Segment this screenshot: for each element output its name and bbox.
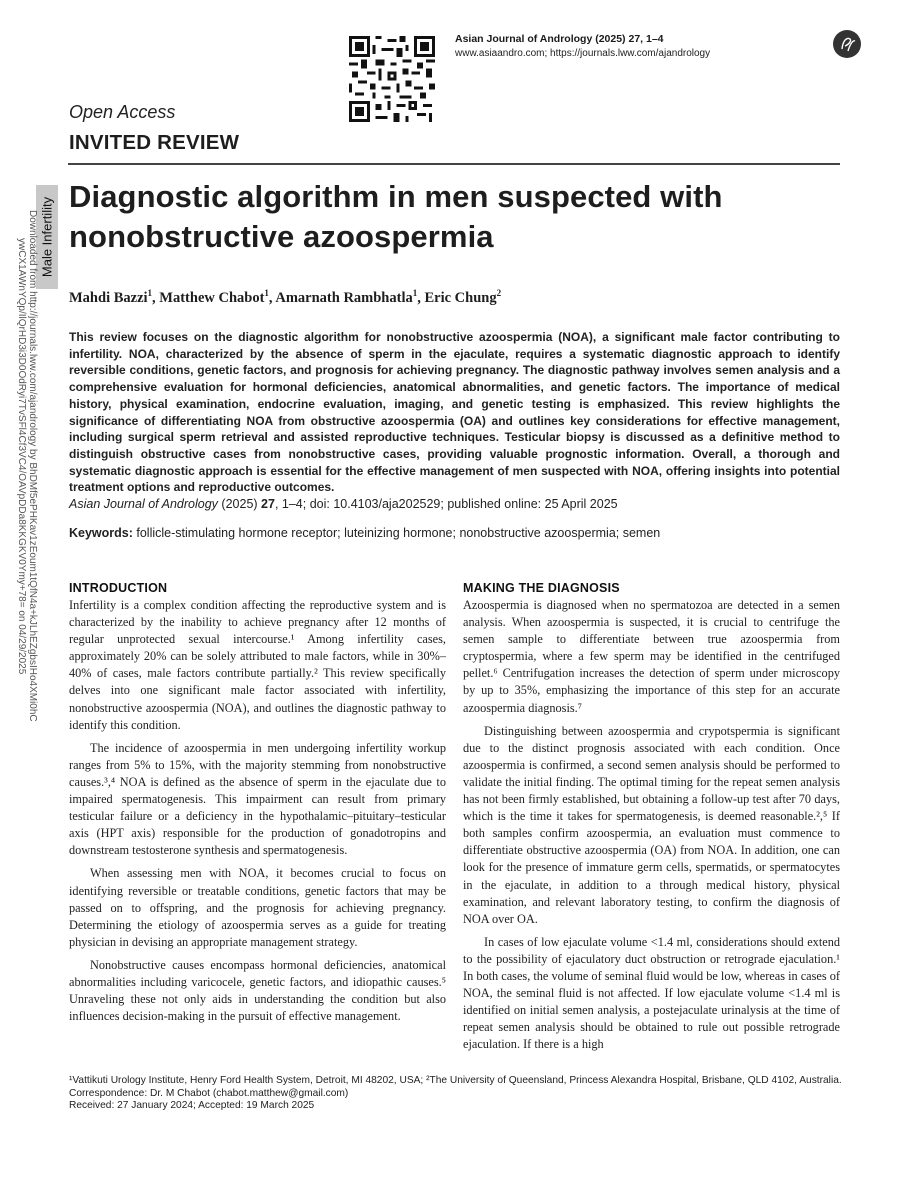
qr-code (349, 36, 435, 122)
author-affiliation: 1 (147, 288, 153, 298)
left-column (69, 580, 446, 1025)
article-type: INVITED REVIEW (69, 131, 240, 154)
paragraph: Nonobstructive causes encompass hormonal deficiencies, anatomical abnormalities including varicocele, genetic factors, and idiopathic causes.⁵ Unraveling these not only aids in understanding the condition but also influences decision-making in the pursuit of effective management. (69, 957, 446, 1024)
paragraph: Infertility is a complex condition affecting the reproductive system and is characterized by the inability to achieve pregnancy after 12 months of regular unprotected sexual intercourse.¹ Among infertility cases, approximately 20% can be solely attributed to male factors, while in 30%–40% of cases, male factors contribute partially.² This review specifically delves into one significant male factor associated with infertility, nonobstructive azoospermia (NOA), and outlines the diagnostic pathway to identify this condition. (69, 598, 446, 732)
keywords (69, 526, 660, 540)
keywords-label: Keywords: (69, 526, 133, 540)
author-affiliation: 2 (496, 288, 502, 298)
affiliations: ¹Vattikuti Urology Institute, Henry Ford Health System, Detroit, MI 48202, USA; ²The University of Queensland, Princess Alexandra Hospital, Brisbane, QLD 4102, Australia. (69, 1075, 842, 1086)
section-tab (36, 185, 58, 289)
paragraph: Azoospermia is diagnosed when no spermatozoa are detected in a semen analysis. When azoospermia is suspected, it is crucial to centrifuge the semen sample to differentiate between true azoospermia from cryptospermia, where a few sperm may be identified in the centrifuged pellet.⁶ Centrifugation increases the detection of sperm under microscopy by up to 35%, emphasizing the importance of this step for an accurate azoospermia diagnosis.⁷ (463, 598, 840, 715)
author-name: Eric Chung (424, 289, 497, 306)
journal-logo-icon (833, 30, 861, 58)
right-column (463, 580, 840, 1053)
article-citation (69, 497, 618, 511)
author-affiliation: 1 (264, 288, 269, 298)
keywords-text: follicle-stimulating hormone receptor; luteinizing hormone; nonobstructive azoospermia; semen (132, 526, 661, 540)
journal-volume: 27, 1–4 (628, 33, 664, 45)
download-note-line-1: Downloaded from http://journals.lww.com/ajandrology by BhDMf5ePHKav1zEoum1tQfN4a+kJLhEZgbsIHo4XMi0hC (27, 210, 38, 722)
article-title: Diagnostic algorithm in men suspected with nonobstructive azoospermia (69, 179, 723, 254)
citation-year: (2025) (221, 497, 258, 511)
correspondence: Correspondence: Dr. M Chabot (chabot.matthew@gmail.com) (69, 1087, 349, 1099)
journal-urls: www.asiaandro.com; https://journals.lww.com/ajandrology (455, 48, 711, 59)
journal-name: Asian Journal of Andrology (2025) (455, 33, 626, 45)
author-name: Matthew Chabot (159, 289, 265, 306)
footnotes (69, 1075, 859, 1113)
download-note-line-2: ywCX1AWnYQp/IlQrHD3i3D0OdRyi7TvSFl4Cf3VC4/OAVpDDa8KKGKV0Ymy+78= on 04/29/2025 (16, 238, 27, 675)
author-affiliation: 1 (412, 288, 418, 298)
paragraph: When assessing men with NOA, it becomes crucial to focus on identifying reversible or treatable conditions, genetic factors that may be passed on to offspring, and the prognosis for achieving pregnancy. Determining the etiology of azoospermia serves as a guide for treating physician in devising an appropriate management strategy. (69, 866, 446, 949)
journal-citation-header (455, 33, 664, 45)
paragraph: Distinguishing between azoospermia and crypotspermia is significant due to the distinct prognosis associated with each condition. Once azoospermia is confirmed, a second semen analysis should be performed to validate the initial finding. The optimal timing for the repeat semen analysis has not been firmly established, but obtaining a follow-up test after 70 days, which is the time it takes for spermatogenesis, is deemed reasonable.²,⁵ If both samples confirm azoospermia, an evaluation must commence to differentiate obstructive azoospermia (OA) from NOA. In addition, one can look for the presence of immature germ cells, spermatids, or spermatocytes in the ejaculate, in addition to a through medical history, physical examination, and relevant laboratory testing, to confirm the diagnosis of NOA over OA. (463, 723, 840, 926)
citation-details: , 1–4; doi: 10.4103/aja202529; published online: 25 April 2025 (274, 497, 618, 511)
paragraph: The incidence of azoospermia in men undergoing infertility workup ranges from 5% to 15%, with the majority stemming from nonobstructive causes.³,⁴ NOA is defined as the absence of sperm in the ejaculate due to impaired spermatogenesis. This impairment can result from primary testicular failure or a deficiency in the hypothalamic–pituitary–testicular axis (HPT axis) responsible for the production of gonadotropins and downstream testosterone synthesis and spermatogenesis. (69, 740, 446, 858)
received-accepted-dates: Received: 27 January 2024; Accepted: 19 March 2025 (69, 1100, 315, 1112)
section-heading-introduction: INTRODUCTION (69, 581, 168, 595)
section-heading-making-diagnosis: MAKING THE DIAGNOSIS (463, 581, 620, 595)
header-divider (68, 163, 840, 165)
author-name: Mahdi Bazzi (69, 289, 148, 306)
open-access-label: Open Access (69, 102, 176, 122)
author-list: Mahdi Bazzi$^1$, Matthew Chabot$^1$, Amarnath Rambhatla$^1$, Eric Chung$^2$ (69, 288, 502, 306)
citation-journal: Asian Journal of Andrology (69, 497, 218, 511)
abstract: This review focuses on the diagnostic algorithm for nonobstructive azoospermia (NOA), a significant male factor contributing to infertility. NOA, characterized by the absence of sperm in the ejaculate, requires a systematic diagnostic approach to identify reversible conditions, genetic factors, and prognosis for achieving pregnancy. The diagnostic pathway involves semen analysis and a comprehensive evaluation for hormonal deficiencies, anatomical abnormalities, and genetic factors. The importance of medical history, physical examination, endocrine evaluation, imaging, and genetic testing is emphasized. This review highlights the significance of differentiating NOA from obstructive azoospermia (OA) and outlines key considerations for effective management, including surgical sperm retrieval and assisted reproductive techniques. Testicular biopsy is discussed as a definitive method to distinguish obstructive cases from nonobstructive cases, providing valuable prognostic information. Overall, a thorough and systematic diagnostic approach is essential for the effective management of men suspected with NOA, offering insights into potential treatment options and reproductive outcomes. (69, 330, 840, 495)
section-tab-label: Male Infertility (39, 196, 55, 278)
author-name: Amarnath Rambhatla (275, 289, 413, 306)
citation-volume: 27 (261, 497, 275, 511)
paragraph: In cases of low ejaculate volume <1.4 ml, considerations should extend to the possibility of ejaculatory duct obstruction or retrograde ejaculation.¹ In both cases, the volume of seminal fluid would be low, whereas in cases of NOA, the seminal fluid is not affected. If low ejaculate volume <1.4 ml is identified on initial semen analysis, a postejaculate urinalysis at the time of repeat semen analysis should be obtained to rule out possible retrograde ejaculation. If there is a high (463, 934, 840, 1052)
